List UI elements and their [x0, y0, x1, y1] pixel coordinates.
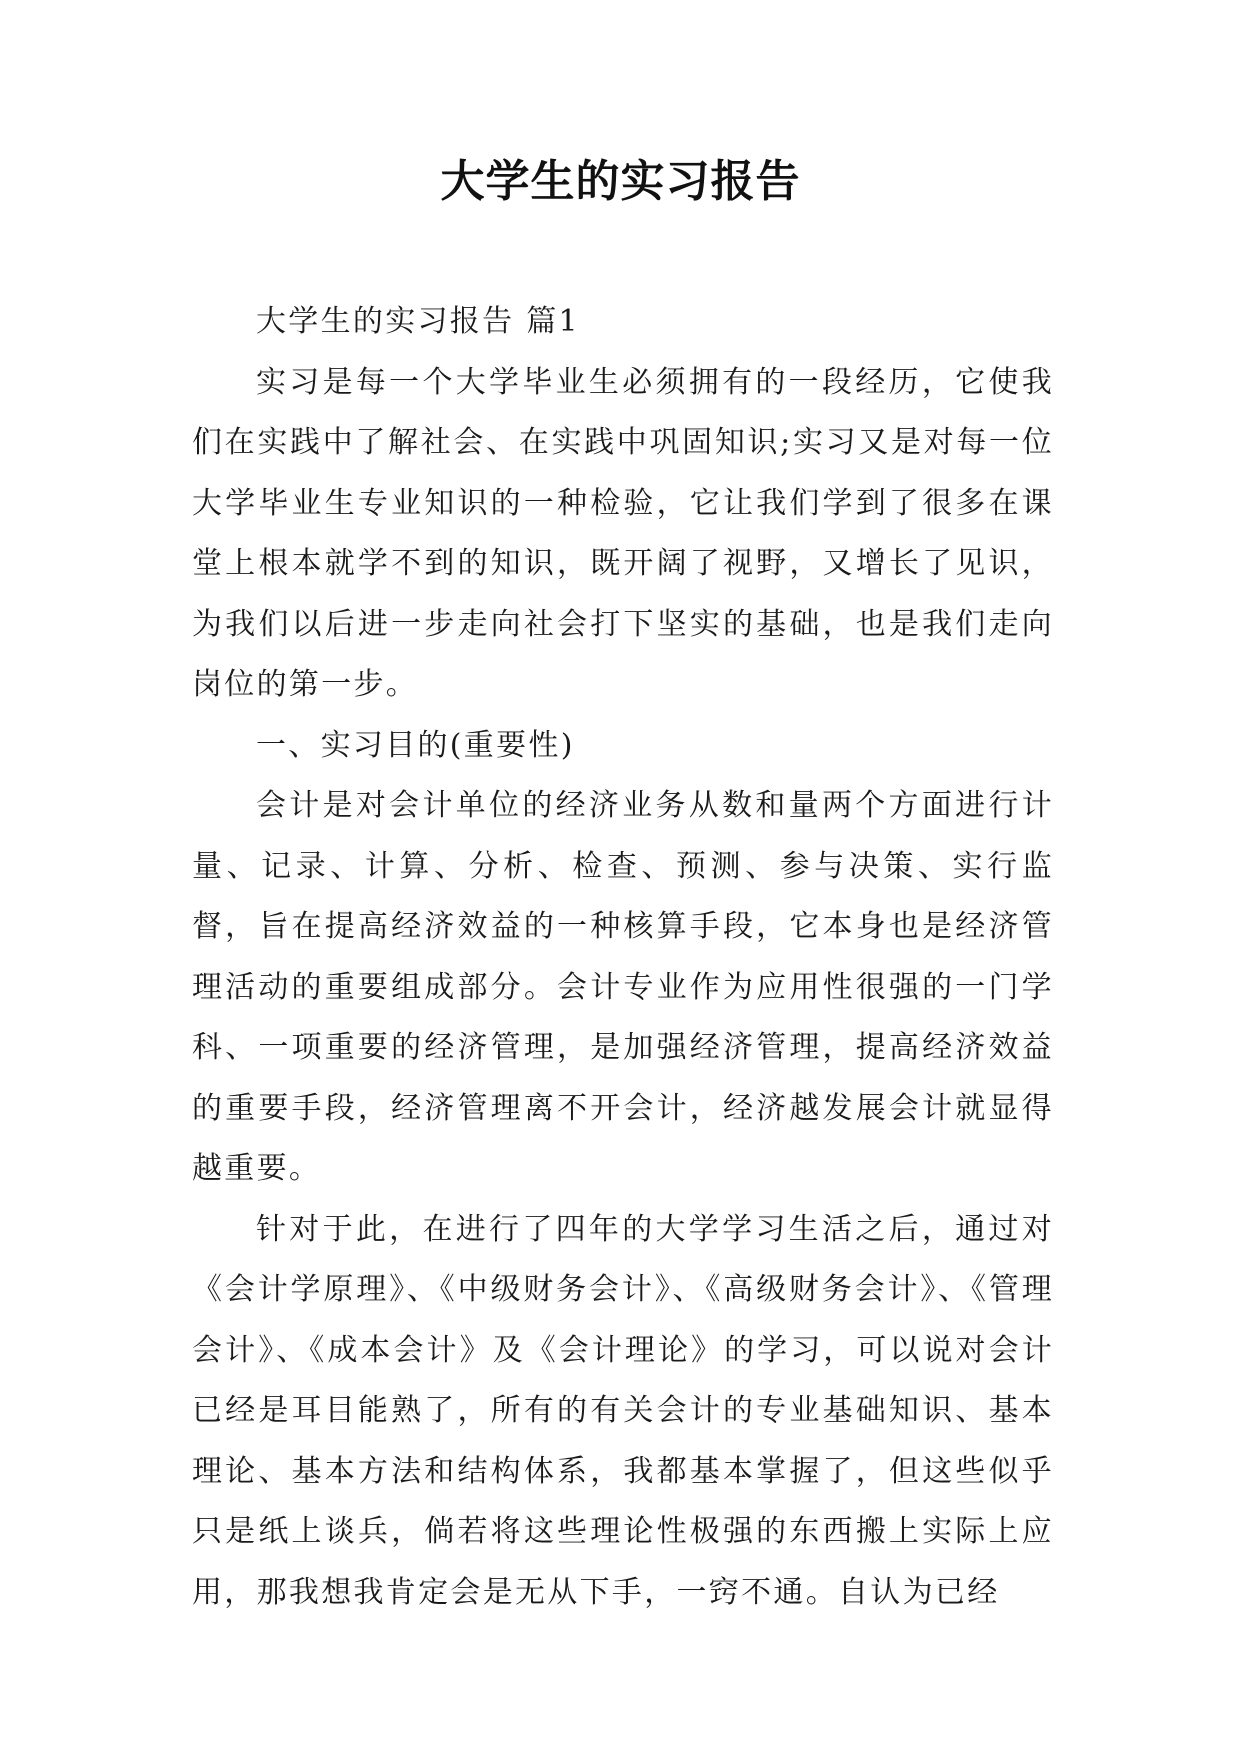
document-body: [192, 292, 1054, 1623]
paragraph-accounting: 会计是对会计单位的经济业务从数和量两个方面进行计量、记录、计算、分析、检查、预测、参与决策、实行监督，旨在提高经济效益的一种核算手段，它本身也是经济管理活动的重要组成部分。会计专业作为应用性很强的一门学科、一项重要的经济管理，是加强经济管理，提高经济效益的重要手段，经济管理离不开会计，经济越发展会计就显得越重要。: [192, 788, 1054, 1186]
paragraph-intro: 实习是每一个大学毕业生必须拥有的一段经历，它使我们在实践中了解社会、在实践中巩固知识;实习又是对每一位大学毕业生专业知识的一种检验，它让我们学到了很多在课堂上根本就学不到的知识，既开阔了视野，又增长了见识，为我们以后进一步走向社会打下坚实的基础，也是我们走向岗位的第一步。: [192, 364, 1054, 702]
document-title: 大学生的实习报告: [440, 156, 801, 207]
paragraph-study: 针对于此，在进行了四年的大学学习生活之后，通过对《会计学原理》、《中级财务会计》、《高级财务会计》、《管理会计》、《成本会计》及《会计理论》的学习，可以说对会计已经是耳目能熟了，所有的有关会计的专业基础知识、基本理论、基本方法和结构体系，我都基本掌握了，但这些似乎只是纸上谈兵，倘若将这些理论性极强的东西搬上实际上应用，那我想我肯定会是无从下手，一窍不通。自认为已经: [192, 1211, 1054, 1610]
section-heading: 一、实习目的(重要性): [256, 727, 575, 763]
section-heading: 大学生的实习报告 篇1: [256, 304, 580, 339]
